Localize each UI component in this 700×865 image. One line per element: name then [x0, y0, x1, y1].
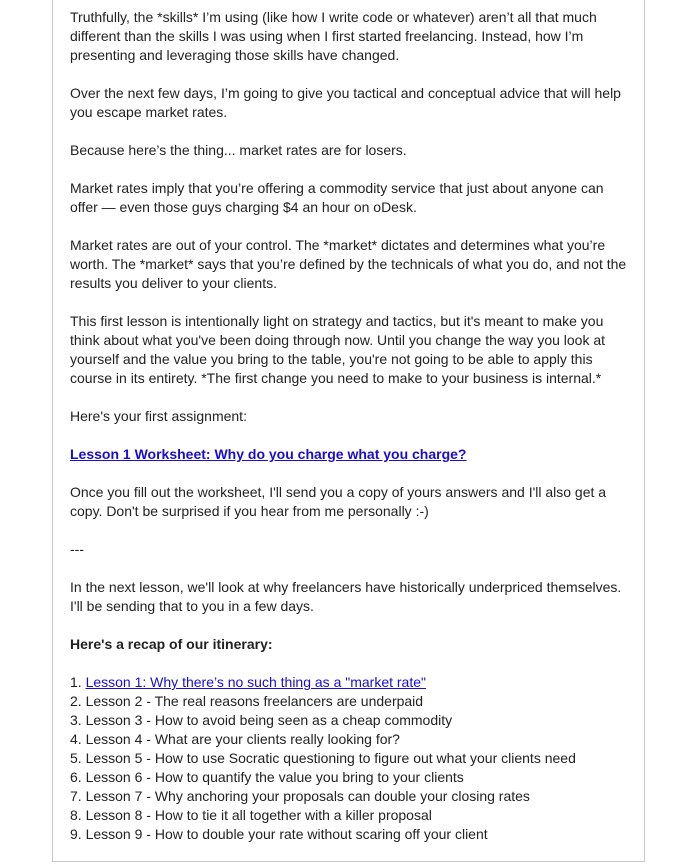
list-item-number: 2. [70, 693, 86, 709]
list-item-number: 8. [70, 807, 86, 823]
list-item-number: 9. [70, 826, 86, 842]
list-item [70, 749, 630, 768]
itinerary-list [70, 673, 630, 844]
paragraph-first-lesson: This first lesson is intentionally light on strategy and tactics, but it's meant to make you think about what you've been doing through now. Until you change the way you look at yourself and the value you bring to the table, you're not going to be able to apply this course in its entirety. *The first change you need to make to your business is internal.* [70, 313, 606, 386]
list-item [70, 730, 630, 749]
list-item-text: Lesson 9 - How to double your rate without scaring off your client [85, 826, 488, 842]
email-body [70, 8, 630, 844]
list-item-number: 3. [70, 712, 86, 728]
list-item [70, 692, 630, 711]
list-item [70, 825, 630, 844]
list-item-text: Lesson 3 - How to avoid being seen as a cheap commodity [85, 712, 453, 728]
list-item [70, 787, 630, 806]
list-item [70, 806, 630, 825]
paragraph-fill-out: Once you fill out the worksheet, I'll send you a copy of yours answers and I'll also get a copy. Don't be surprised if you hear from me personally :-) [70, 484, 607, 519]
worksheet-paragraph [70, 445, 630, 464]
recap-heading: Here's a recap of our itinerary: [70, 636, 273, 652]
list-item-number: 1. [70, 674, 86, 690]
paragraph-advice: Over the next few days, I’m going to give you tactical and conceptual advice that will help you escape market rates. [70, 85, 621, 120]
list-item-text: Lesson 2 - The real reasons freelancers are underpaid [85, 693, 424, 709]
list-item [70, 711, 630, 730]
lesson-1-link[interactable]: Lesson 1: Why there’s no such thing as a "market rate" [85, 674, 426, 690]
paragraph-out-of-control: Market rates are out of your control. The *market* dictates and determines what you’re worth. The *market* says that you’re defined by the technicals of what you do, and not the results you deliver to your clients. [70, 237, 627, 291]
paragraph-assignment: Here's your first assignment: [70, 408, 247, 424]
paragraph-next-lesson: In the next lesson, we'll look at why freelancers have historically underpriced themselves. I'll be sending that to you in a few days. [70, 579, 622, 614]
paragraph-skills: Truthfully, the *skills* I’m using (like how I write code or whatever) aren’t all that much different than the skills I was using when I first started freelancing. Instead, how I’m presenting and leveraging those skills have changed. [70, 9, 597, 63]
separator: --- [70, 541, 84, 557]
list-item-text: Lesson 7 - Why anchoring your proposals can double your closing rates [85, 788, 530, 804]
list-item [70, 673, 630, 692]
list-item-text: Lesson 5 - How to use Socratic questioning to figure out what your clients need [85, 750, 576, 766]
list-item-number: 7. [70, 788, 86, 804]
list-item-text: Lesson 4 - What are your clients really looking for? [85, 731, 400, 747]
worksheet-link[interactable]: Lesson 1 Worksheet: Why do you charge what you charge? [70, 446, 467, 462]
list-item-text: Lesson 6 - How to quantify the value you bring to your clients [85, 769, 464, 785]
paragraph-market-rates-losers: Because here’s the thing... market rates are for losers. [70, 142, 407, 158]
list-item-text: Lesson 8 - How to tie it all together with a killer proposal [85, 807, 432, 823]
list-item-number: 5. [70, 750, 86, 766]
list-item-number: 6. [70, 769, 86, 785]
list-item-number: 4. [70, 731, 86, 747]
list-item [70, 768, 630, 787]
paragraph-commodity: Market rates imply that you’re offering a commodity service that just about anyone can offer — even those guys charging $4 an hour on oDesk. [70, 180, 604, 215]
